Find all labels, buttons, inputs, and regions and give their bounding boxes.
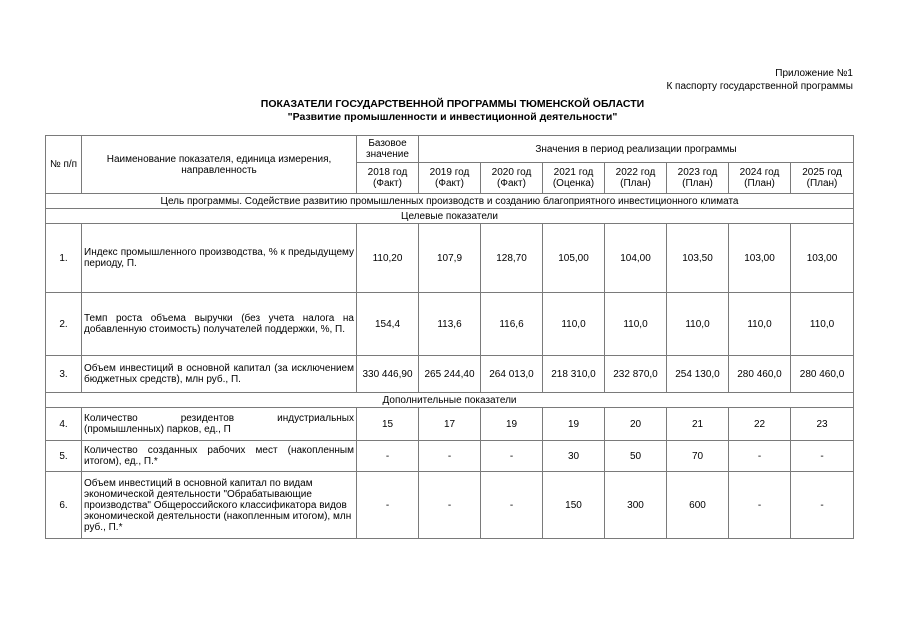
cell-value: - xyxy=(729,472,791,539)
cell-value: 330 446,90 xyxy=(357,356,419,393)
cell-value: - xyxy=(481,441,543,472)
cell-value: 17 xyxy=(419,408,481,441)
cell-value: - xyxy=(419,441,481,472)
row-num: 1. xyxy=(46,224,82,293)
goal-row: Цель программы. Содействие развитию промышленных производств и созданию благоприятного инвестиционного климата xyxy=(46,194,854,209)
cell-value: 105,00 xyxy=(543,224,605,293)
cell-value: 15 xyxy=(357,408,419,441)
year-header: 2020 год (Факт) xyxy=(481,163,543,194)
section-target: Целевые показатели xyxy=(46,209,854,224)
cell-value: 107,9 xyxy=(419,224,481,293)
cell-value: - xyxy=(791,472,854,539)
year-header: 2022 год (План) xyxy=(605,163,667,194)
row-num: 6. xyxy=(46,472,82,539)
cell-value: 23 xyxy=(791,408,854,441)
cell-value: 232 870,0 xyxy=(605,356,667,393)
cell-value: 110,0 xyxy=(667,293,729,356)
table-row xyxy=(46,441,854,472)
cell-value: - xyxy=(357,441,419,472)
cell-value: - xyxy=(791,441,854,472)
cell-value: - xyxy=(357,472,419,539)
year-header: 2019 год (Факт) xyxy=(419,163,481,194)
cell-value: 19 xyxy=(543,408,605,441)
table-row xyxy=(46,472,854,539)
cell-value: 70 xyxy=(667,441,729,472)
year-header: 2023 год (План) xyxy=(667,163,729,194)
cell-value: 150 xyxy=(543,472,605,539)
cell-value: 22 xyxy=(729,408,791,441)
header-period: Значения в период реализации программы xyxy=(419,136,854,163)
cell-value: 265 244,40 xyxy=(419,356,481,393)
table-row xyxy=(46,224,854,293)
year-header: 2021 год (Оценка) xyxy=(543,163,605,194)
year-header: 2024 год (План) xyxy=(729,163,791,194)
cell-value: - xyxy=(729,441,791,472)
cell-value: 30 xyxy=(543,441,605,472)
table-row xyxy=(46,356,854,393)
cell-value: 113,6 xyxy=(419,293,481,356)
cell-value: 110,0 xyxy=(605,293,667,356)
cell-value: 254 130,0 xyxy=(667,356,729,393)
cell-value: 116,6 xyxy=(481,293,543,356)
appendix-label: Приложение №1 xyxy=(775,68,853,79)
section-additional: Дополнительные показатели xyxy=(46,393,854,408)
cell-value: 21 xyxy=(667,408,729,441)
row-name: Темп роста объема выручки (без учета налога на добавленную стоимость) получателей поддержки, %, П. xyxy=(82,293,357,356)
cell-value: 50 xyxy=(605,441,667,472)
row-num: 5. xyxy=(46,441,82,472)
row-num: 4. xyxy=(46,408,82,441)
cell-value: - xyxy=(419,472,481,539)
year-header: 2018 год (Факт) xyxy=(357,163,419,194)
cell-value: 264 013,0 xyxy=(481,356,543,393)
cell-value: 103,00 xyxy=(729,224,791,293)
row-num: 3. xyxy=(46,356,82,393)
table-row xyxy=(46,293,854,356)
header-num: № п/п xyxy=(46,136,82,194)
row-name: Объем инвестиций в основной капитал по видам экономической деятельности "Обрабатывающие производства" Общероссийского классификатора видов экономической деятельности (накопленным итогом), млн руб., П.* xyxy=(82,472,357,539)
cell-value: 103,50 xyxy=(667,224,729,293)
row-name: Количество резидентов индустриальных (промышленных) парков, ед., П xyxy=(82,408,357,441)
cell-value: - xyxy=(481,472,543,539)
cell-value: 20 xyxy=(605,408,667,441)
cell-value: 280 460,0 xyxy=(729,356,791,393)
indicators-table xyxy=(45,135,854,539)
cell-value: 110,0 xyxy=(543,293,605,356)
cell-value: 280 460,0 xyxy=(791,356,854,393)
cell-value: 300 xyxy=(605,472,667,539)
cell-value: 110,0 xyxy=(729,293,791,356)
cell-value: 110,0 xyxy=(791,293,854,356)
cell-value: 600 xyxy=(667,472,729,539)
cell-value: 110,20 xyxy=(357,224,419,293)
page-subtitle: "Развитие промышленности и инвестиционной деятельности" xyxy=(287,111,618,123)
cell-value: 19 xyxy=(481,408,543,441)
page-title: ПОКАЗАТЕЛИ ГОСУДАРСТВЕННОЙ ПРОГРАММЫ ТЮМЕНСКОЙ ОБЛАСТИ xyxy=(260,98,645,110)
row-name: Индекс промышленного производства, % к предыдущему периоду, П. xyxy=(82,224,357,293)
cell-value: 103,00 xyxy=(791,224,854,293)
cell-value: 128,70 xyxy=(481,224,543,293)
row-name: Количество созданных рабочих мест (накопленным итогом), ед., П.* xyxy=(82,441,357,472)
table-row xyxy=(46,408,854,441)
row-num: 2. xyxy=(46,293,82,356)
passport-label: К паспорту государственной программы xyxy=(666,81,853,92)
cell-value: 154,4 xyxy=(357,293,419,356)
cell-value: 218 310,0 xyxy=(543,356,605,393)
cell-value: 104,00 xyxy=(605,224,667,293)
row-name: Объем инвестиций в основной капитал (за исключением бюджетных средств), млн руб., П. xyxy=(82,356,357,393)
year-header: 2025 год (План) xyxy=(791,163,854,194)
header-base: Базовое значение xyxy=(357,136,419,163)
header-name: Наименование показателя, единица измерения, направленность xyxy=(82,136,357,194)
